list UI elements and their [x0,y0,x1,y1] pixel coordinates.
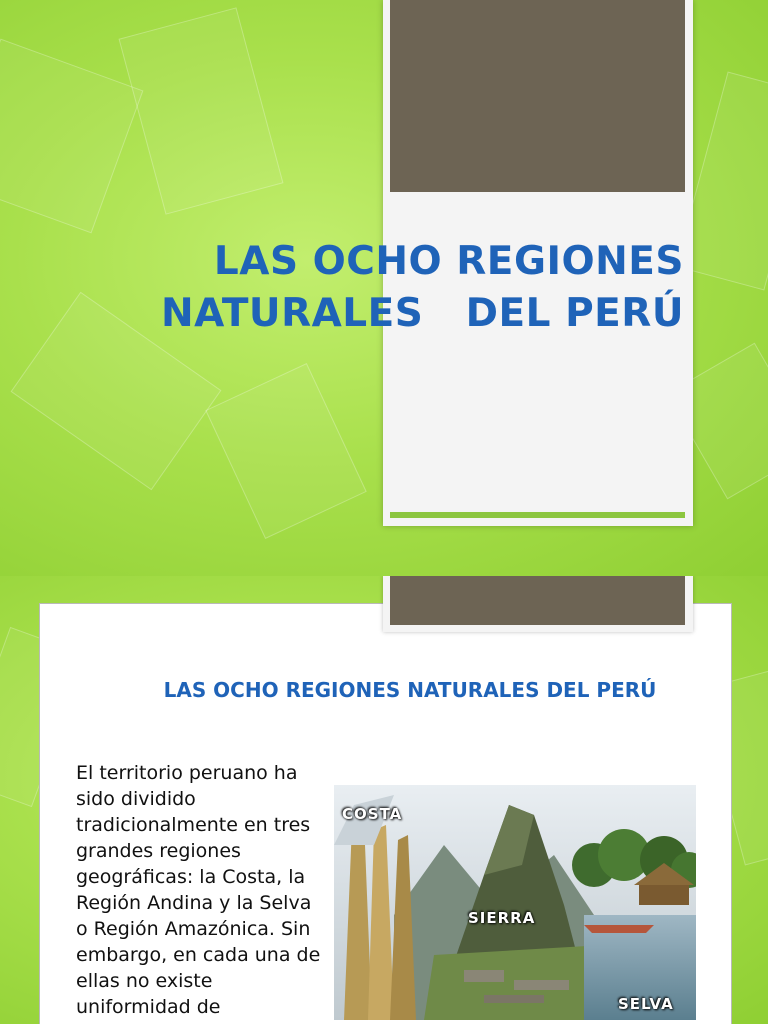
content-panel-header [390,576,685,625]
title-panel-header [390,0,685,192]
decor-shape [119,7,284,214]
slide-body-text: El territorio peruano ha sido dividido tradicionalmente en tres grandes regiones geográficas: la Costa, la Región Andina y la Selva o Región Amazónica. Sin embargo, en cada una de ellas no existe uniformidad de [76,762,321,1018]
slide-heading: LAS OCHO REGIONES NATURALES DEL PERÚ [163,678,657,702]
title-panel-accent-line [390,512,685,518]
decor-shape [205,363,367,539]
selva-label: SELVA [618,995,674,1013]
presentation-title: LAS OCHO REGIONES NATURALES DEL PERÚ [161,239,684,336]
costa-label: COSTA [342,805,403,823]
content-slide [0,576,768,1024]
decor-shape [0,39,143,234]
sierra-label: SIERRA [468,909,536,927]
regions-photo [334,785,696,1020]
